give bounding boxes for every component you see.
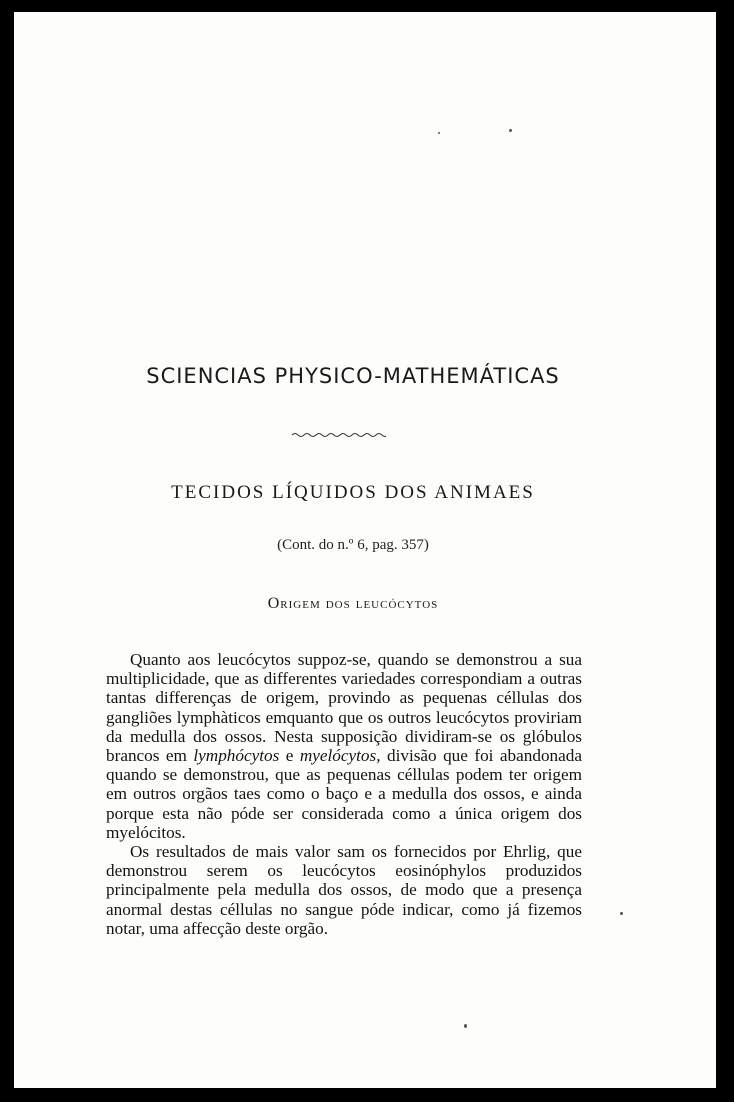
continuation-note: (Cont. do n.º 6, pag. 357) bbox=[277, 537, 429, 553]
article-title: TECIDOS LÍQUIDOS DOS ANIMAES bbox=[171, 482, 535, 503]
term-myelocytos: myelócytos, bbox=[299, 746, 381, 766]
page-speck bbox=[620, 912, 623, 915]
paragraph-2: Os resultados de mais valor sam os fornecidos por Ehrlig, que demonstrou serem os leucócytos eosinóphylos produzidos principalmente pela medulla dos ossos, de modo que a presença anormal destas céllulas no sangue póde indicar, como já fizemos notar, uma affecção deste orgão. bbox=[106, 842, 582, 938]
paragraph-1-text-a: Quanto aos leucócytos suppoz-se, quando se demonstrou a sua multiplicidade, que as differentes variedades correspondiam a outras tantas differenças de origem, provindo as pequenas céllulas dos gangliões lymphàticos emquanto que os outros leucócytos proviriam da medulla dos ossos. Nesta supposição dividiram-se os glóbulos brancos em bbox=[106, 650, 582, 766]
page-speck bbox=[464, 1024, 467, 1028]
ornament-divider bbox=[290, 430, 386, 440]
page-speck bbox=[438, 132, 440, 134]
section-title: SCIENCIAS PHYSICO-MATHEMÁTICAS bbox=[146, 364, 560, 388]
document-page bbox=[14, 12, 716, 1088]
section-subheading: Origem dos leucócytos bbox=[267, 595, 439, 612]
paragraph-1-text-c: divisão que foi abandonada quando se demonstrou, que as pequenas céllulas podem ter origem em outros orgãos taes como o baço e a medulla dos ossos, e ainda porque esta não póde ser considerada como a única origem dos myelócitos. bbox=[106, 746, 582, 842]
paragraph-1 bbox=[106, 650, 582, 842]
term-lymphocytos: lymphócytos bbox=[193, 746, 280, 766]
paragraph-1-text-b: e bbox=[279, 746, 300, 766]
body-text bbox=[106, 650, 582, 938]
page-speck bbox=[509, 129, 512, 132]
